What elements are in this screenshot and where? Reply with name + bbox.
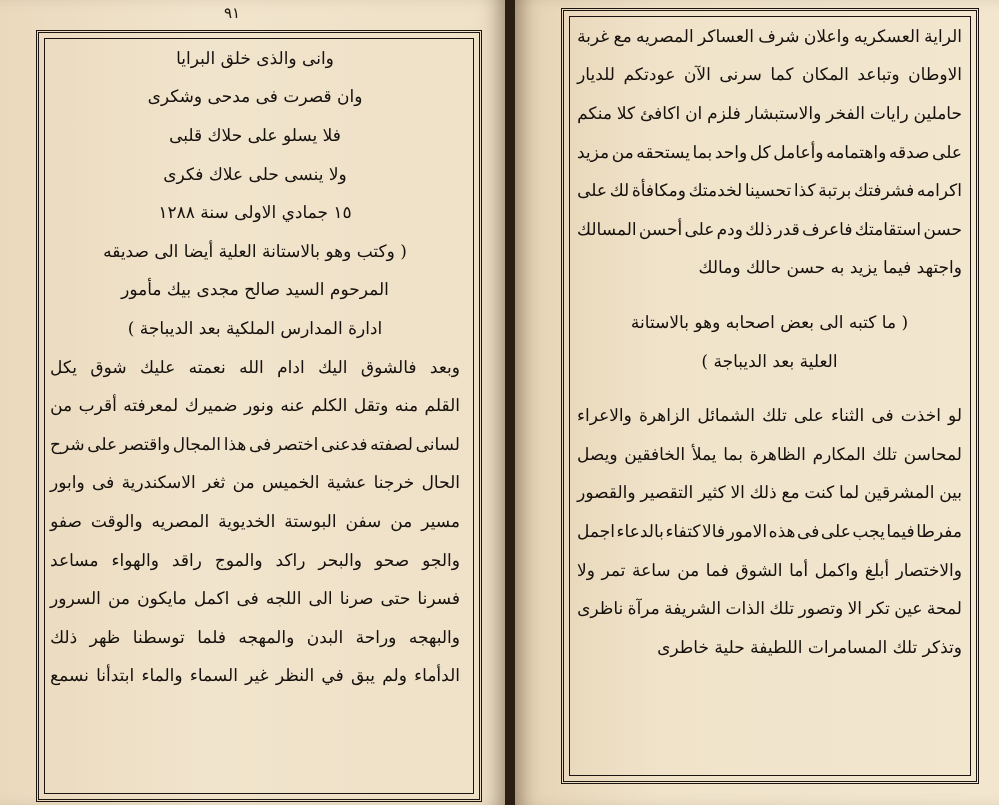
text-line: ١٥ جمادي الاولى سنة ١٢٨٨ (158, 203, 352, 224)
text-line: والجو صحو والبحر راكد والموج راقد والهواء مساعد (50, 550, 460, 571)
text-line: لمحة عين تكر الا وتصور تلك الذات الشريفة مرآة ناظرى (577, 599, 962, 620)
text-line: حاملين رايات الفخر والاستبشار فلزم ان اكافئ كلا منكم (577, 103, 962, 124)
text-line: ولا ينسى حلى علاك فكرى (163, 164, 347, 185)
text-line: بين المشرقين لما كنت مع ذلك الا كثير التقصير والقصور (577, 483, 962, 504)
text-line: واجتهد فيما يزيد به حسن حالك ومالك (698, 258, 962, 279)
text-line: لمحاسن تلك المكارم الظاهرة بما يملأ الخافقين ويصل (577, 444, 962, 465)
text-line: ( وكتب وهو بالاستانة العلية أيضا الى صديقه (103, 241, 407, 262)
text-line: الدأماء ولم يبق في النظر غير السماء والماء ابتدأنا نسمع (50, 666, 460, 687)
text-line: حسن استقامتك فاعرف قدر ذلك ودم على أحسن المسالك (577, 219, 962, 240)
text-line: القلم منه وتقل الكلم عنه ونور ضميرك لمعرفته أقرب من (50, 396, 460, 417)
text-line: ادارة المدارس الملكية بعد الديباجة ) (127, 318, 383, 339)
text-line: وبعد فالشوق اليك ادام الله نعمته عليك شوق يكل (50, 357, 460, 378)
text-line: لو اخذت فى الثناء على تلك الشمائل الزاهرة والاعراء (577, 406, 962, 427)
right-page (515, 0, 999, 805)
text-line: المرحوم السيد صالح مجدى بيك مأمور (121, 280, 389, 301)
text-line: على صدقه واهتمامه وأعامل كل واحد بما يستحقه من مزيد (577, 142, 962, 163)
text-line: العلية بعد الديباجة ) (701, 351, 838, 372)
text-line: وان قصرت فى مدحى وشكرى (147, 87, 363, 108)
text-line: الحال خرجنا عشية الخميس من ثغر الاسكندرية فى وابور (50, 473, 460, 494)
text-line: ( ما كتبه الى بعض اصحابه وهو بالاستانة (630, 312, 909, 333)
right-page-text (577, 18, 962, 668)
left-page-text (50, 40, 460, 696)
text-line: الراية العسكريه واعلان شرف العساكر المصريه مع غربة (577, 26, 962, 47)
text-line: والبهجه وراحة البدن والمهجه فلما توسطنا ظهر ذلك (50, 627, 460, 648)
text-line: فلا يسلو على حلاك قلبى (169, 125, 341, 146)
text-line: والاختصار أبلغ واكمل أما الشوق فما من ساعة تمر ولا (577, 560, 962, 581)
text-line: وانى والذى خلق البرايا (176, 48, 334, 69)
text-line: لسانى لصفته فدعنى اختصر فى هذا المجال واقتصر على شرح (50, 434, 460, 455)
text-line: وتذكر تلك المسامرات اللطيفة حلية خاطرى (657, 637, 962, 658)
text-line: فسرنا حتى صرنا الى اللجه فى اكمل مايكون من السرور (50, 589, 460, 610)
text-line: الاوطان وتباعد المكان كما سرنى الآن عودتكم للديار (577, 65, 962, 86)
page-number: ٩١ (224, 4, 241, 22)
book-gutter (505, 0, 515, 805)
text-line: مسير من سفن البوستة الخديوية المصريه والوقت صفو (50, 511, 460, 532)
text-line: مفرطا فيما يجب على فى هذه الامور فالا كتفاء بالدعاء اجمل (577, 521, 962, 542)
text-line: اكرامه فشرفتك برتبة كذا تحسينا لخدمتك ومكافأة لك على (577, 181, 962, 202)
